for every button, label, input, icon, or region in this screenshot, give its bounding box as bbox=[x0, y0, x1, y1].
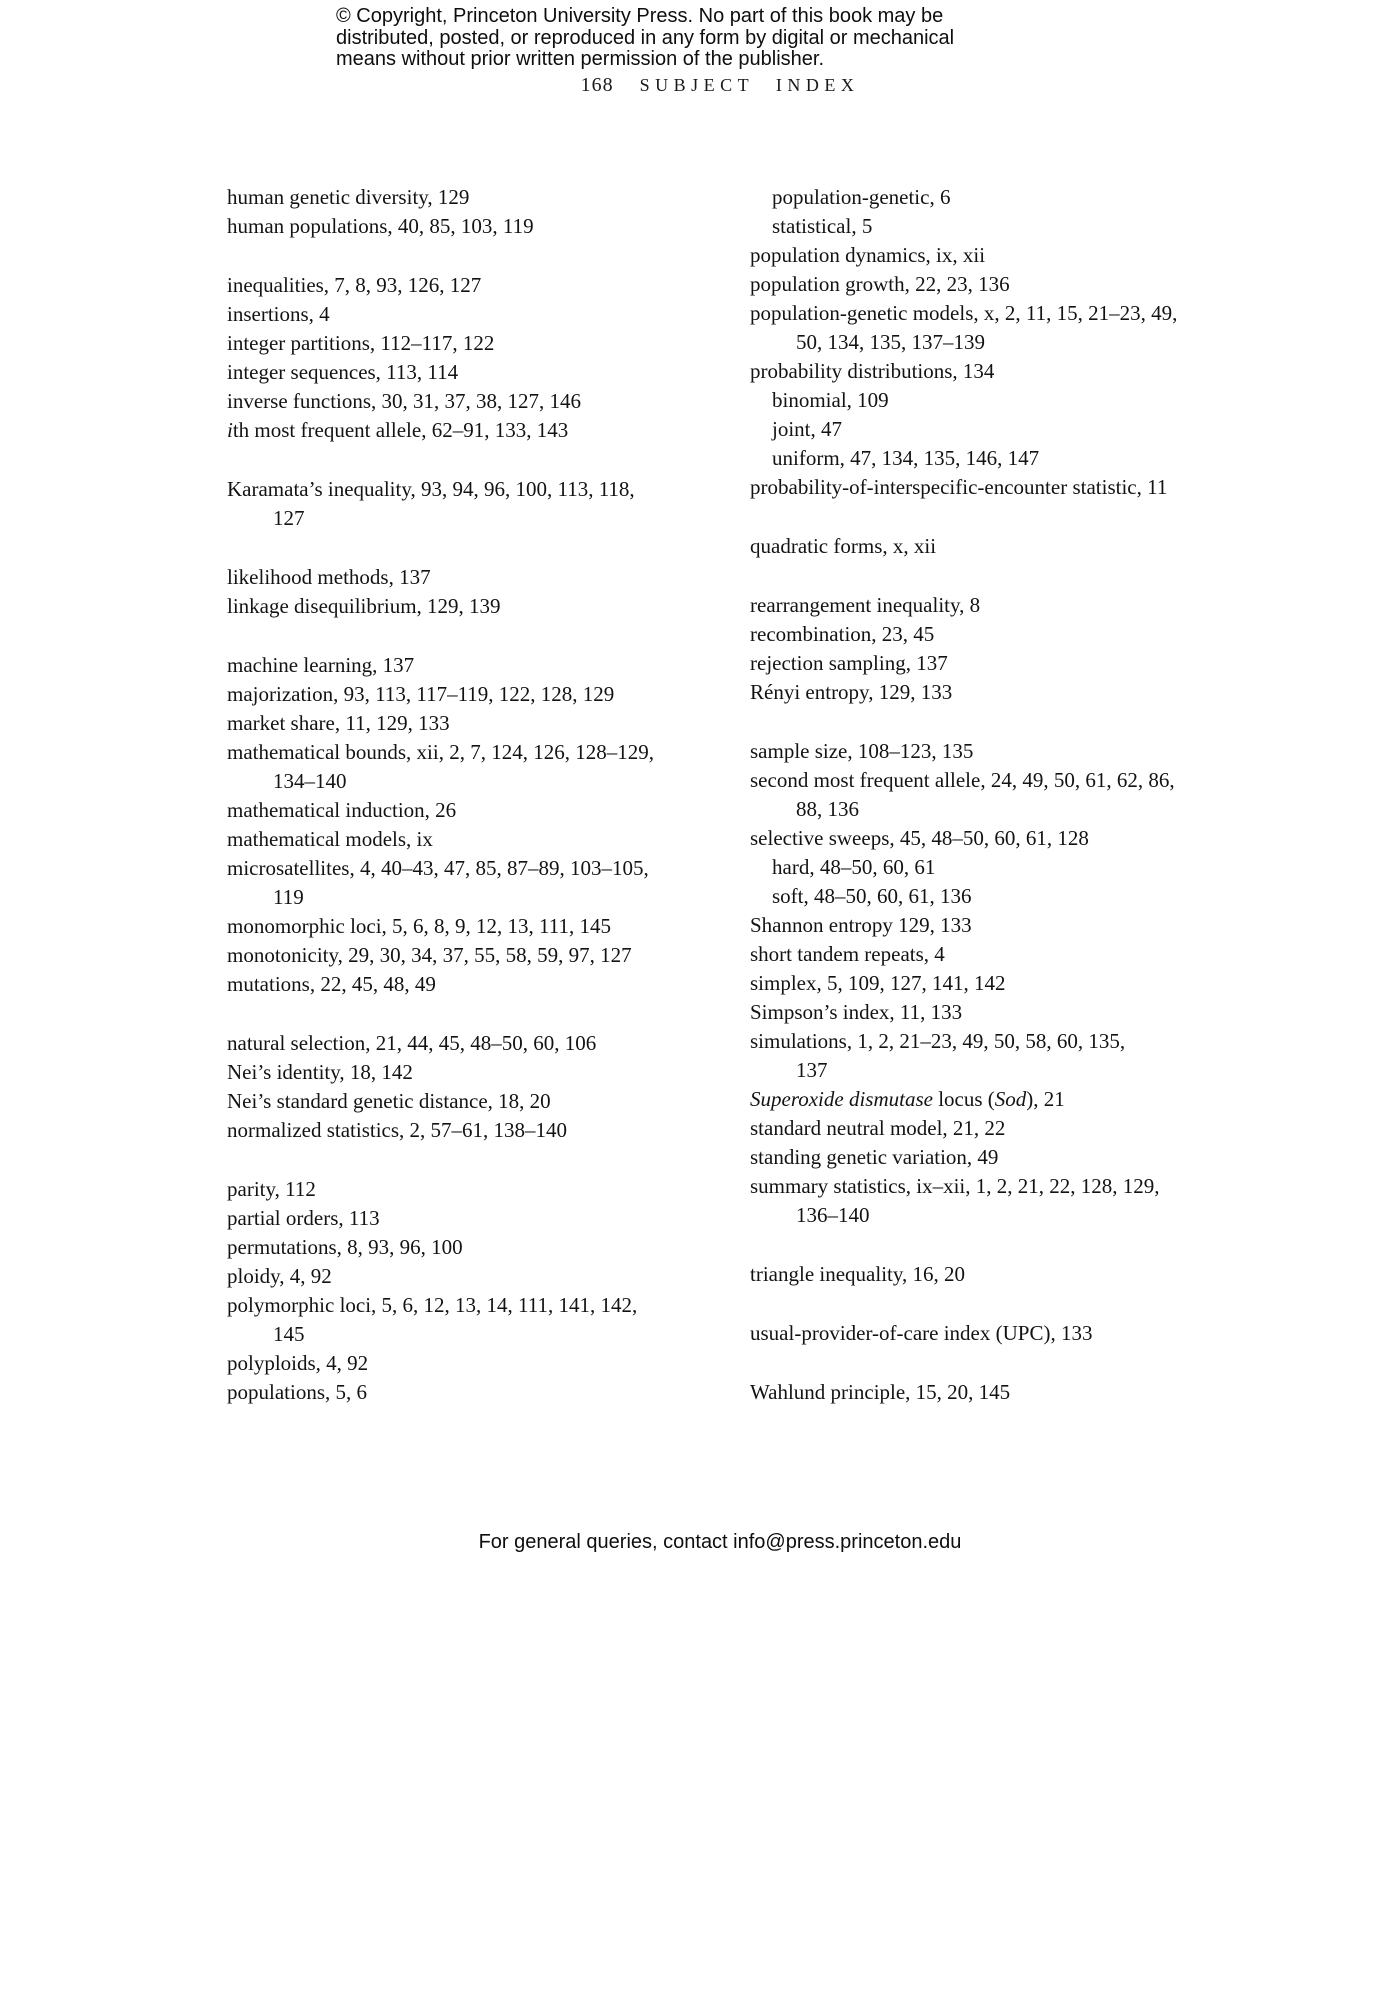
index-entry-line bbox=[750, 969, 1255, 998]
index-entry bbox=[227, 475, 732, 533]
entry-text: linkage disequilibrium, 129, 139 bbox=[227, 594, 501, 618]
index-entry-line bbox=[750, 473, 1255, 502]
index-column-left bbox=[227, 183, 732, 1407]
index-entry bbox=[227, 271, 732, 300]
index-entry bbox=[750, 270, 1255, 299]
entry-text: Nei’s identity, 18, 142 bbox=[227, 1060, 413, 1084]
index-entry-line bbox=[750, 270, 1255, 299]
index-entry-line bbox=[227, 651, 732, 680]
group-gap bbox=[227, 241, 732, 271]
index-entry-line bbox=[227, 300, 732, 329]
index-entry bbox=[227, 709, 732, 738]
entry-text: mutations, 22, 45, 48, 49 bbox=[227, 972, 436, 996]
index-entry-line bbox=[227, 1233, 732, 1262]
index-entry bbox=[227, 1029, 732, 1058]
index-entry-line bbox=[750, 1319, 1255, 1348]
index-entry bbox=[227, 212, 732, 241]
index-entry-line bbox=[750, 766, 1255, 795]
index-entry bbox=[227, 1175, 732, 1204]
index-entry-line bbox=[750, 620, 1255, 649]
index-entry bbox=[227, 912, 732, 941]
entry-text: inequalities, 7, 8, 93, 126, 127 bbox=[227, 273, 482, 297]
entry-text: partial orders, 113 bbox=[227, 1206, 380, 1230]
entry-text: mathematical bounds, xii, 2, 7, 124, 126, 128–129, bbox=[227, 740, 654, 764]
index-entry bbox=[750, 1143, 1255, 1172]
index-entry-line bbox=[750, 1027, 1255, 1056]
entry-text: hard, 48–50, 60, 61 bbox=[772, 855, 936, 879]
group-gap bbox=[750, 1289, 1255, 1319]
entry-text: standard neutral model, 21, 22 bbox=[750, 1116, 1006, 1140]
index-entry bbox=[227, 1291, 732, 1349]
entry-text: population dynamics, ix, xii bbox=[750, 243, 986, 267]
entry-text: mathematical induction, 26 bbox=[227, 798, 457, 822]
index-entry-continuation-line bbox=[227, 504, 732, 533]
index-entry bbox=[227, 1087, 732, 1116]
index-subentry bbox=[750, 212, 1255, 241]
index-entry-line bbox=[227, 183, 732, 212]
index-entry-line bbox=[227, 1204, 732, 1233]
index-entry bbox=[750, 766, 1255, 824]
entry-text: summary statistics, ix–xii, 1, 2, 21, 22, 128, 129, bbox=[750, 1174, 1160, 1198]
entry-text: triangle inequality, 16, 20 bbox=[750, 1262, 966, 1286]
entry-text: 50, 134, 135, 137–139 bbox=[796, 330, 985, 354]
index-entry-line bbox=[750, 1260, 1255, 1289]
index-entry-line bbox=[750, 1143, 1255, 1172]
index-entry-line bbox=[750, 183, 1255, 212]
entry-text: 137 bbox=[796, 1058, 828, 1082]
index-entry-line bbox=[750, 386, 1255, 415]
entry-text: recombination, 23, 45 bbox=[750, 622, 935, 646]
index-entry-continuation-line bbox=[227, 883, 732, 912]
entry-text: insertions, 4 bbox=[227, 302, 330, 326]
entry-text: Shannon entropy 129, 133 bbox=[750, 913, 972, 937]
index-entry-line bbox=[227, 854, 732, 883]
group-gap bbox=[227, 445, 732, 475]
index-entry-line bbox=[750, 824, 1255, 853]
index-entry-line bbox=[750, 737, 1255, 766]
index-entry-line bbox=[227, 680, 732, 709]
entry-text: locus ( bbox=[932, 1087, 995, 1111]
section-title: SUBJECT INDEX bbox=[639, 75, 860, 95]
entry-text: binomial, 109 bbox=[772, 388, 889, 412]
index-entry bbox=[750, 649, 1255, 678]
index-entry bbox=[750, 532, 1255, 561]
index-entry-line bbox=[750, 532, 1255, 561]
index-subentry bbox=[750, 853, 1255, 882]
index-entry-line bbox=[227, 1087, 732, 1116]
index-entry bbox=[227, 1233, 732, 1262]
index-entry bbox=[750, 998, 1255, 1027]
index-entry bbox=[750, 1114, 1255, 1143]
entry-text: microsatellites, 4, 40–43, 47, 85, 87–89, 103–105, bbox=[227, 856, 649, 880]
group-gap bbox=[750, 707, 1255, 737]
index-entry-line bbox=[750, 911, 1255, 940]
entry-text: polymorphic loci, 5, 6, 12, 13, 14, 111, 141, 142, bbox=[227, 1293, 638, 1317]
entry-text: joint, 47 bbox=[772, 417, 843, 441]
index-entry-line bbox=[227, 1058, 732, 1087]
index-subentry bbox=[750, 415, 1255, 444]
copyright-notice bbox=[336, 6, 954, 71]
entry-text: selective sweeps, 45, 48–50, 60, 61, 128 bbox=[750, 826, 1089, 850]
index-entry bbox=[227, 738, 732, 796]
entry-text: human populations, 40, 85, 103, 119 bbox=[227, 214, 534, 238]
index-entry bbox=[227, 300, 732, 329]
index-entry-line bbox=[750, 1172, 1255, 1201]
entry-text: populations, 5, 6 bbox=[227, 1380, 367, 1404]
index-entry bbox=[750, 620, 1255, 649]
index-entry-line bbox=[227, 1262, 732, 1291]
entry-text: integer sequences, 113, 114 bbox=[227, 360, 459, 384]
index-subentry bbox=[750, 183, 1255, 212]
index-entry bbox=[227, 1204, 732, 1233]
index-entry-continuation-line bbox=[750, 1201, 1255, 1230]
entry-text: machine learning, 137 bbox=[227, 653, 415, 677]
entry-text: quadratic forms, x, xii bbox=[750, 534, 937, 558]
index-entry-line bbox=[227, 1116, 732, 1145]
index-entry bbox=[227, 416, 732, 445]
index-entry-line bbox=[227, 1349, 732, 1378]
index-entry-line bbox=[750, 998, 1255, 1027]
entry-text: monomorphic loci, 5, 6, 8, 9, 12, 13, 111, 145 bbox=[227, 914, 611, 938]
index-entry bbox=[227, 651, 732, 680]
entry-text: normalized statistics, 2, 57–61, 138–140 bbox=[227, 1118, 568, 1142]
index-entry-line bbox=[227, 738, 732, 767]
index-entry bbox=[227, 358, 732, 387]
entry-text: Wahlund principle, 15, 20, 145 bbox=[750, 1380, 1011, 1404]
index-entry-line bbox=[750, 882, 1255, 911]
footer-contact: For general queries, contact info@press.princeton.edu bbox=[478, 1531, 962, 1553]
entry-text: 134–140 bbox=[273, 769, 347, 793]
group-gap bbox=[227, 999, 732, 1029]
entry-text: soft, 48–50, 60, 61, 136 bbox=[772, 884, 972, 908]
entry-text: usual-provider-of-care index (UPC), 133 bbox=[750, 1321, 1093, 1345]
index-entry bbox=[750, 241, 1255, 270]
index-entry bbox=[227, 387, 732, 416]
index-entry bbox=[227, 796, 732, 825]
entry-text-italic: i bbox=[227, 418, 233, 442]
index-entry bbox=[750, 824, 1255, 853]
index-entry bbox=[227, 563, 732, 592]
entry-text: permutations, 8, 93, 96, 100 bbox=[227, 1235, 463, 1259]
group-gap bbox=[227, 1145, 732, 1175]
entry-text: inverse functions, 30, 31, 37, 38, 127, 146 bbox=[227, 389, 582, 413]
entry-text: probability distributions, 134 bbox=[750, 359, 995, 383]
index-entry bbox=[227, 854, 732, 912]
index-entry bbox=[750, 911, 1255, 940]
entry-text: rejection sampling, 137 bbox=[750, 651, 948, 675]
group-gap bbox=[750, 561, 1255, 591]
index-entry bbox=[750, 1027, 1255, 1085]
index-entry bbox=[750, 1319, 1255, 1348]
index-entry bbox=[227, 1058, 732, 1087]
entry-text: human genetic diversity, 129 bbox=[227, 185, 470, 209]
entry-text: mathematical models, ix bbox=[227, 827, 433, 851]
entry-text: integer partitions, 112–117, 122 bbox=[227, 331, 495, 355]
index-entry bbox=[750, 969, 1255, 998]
index-entry bbox=[227, 941, 732, 970]
index-entry-line bbox=[750, 591, 1255, 620]
entry-text: population-genetic, 6 bbox=[772, 185, 951, 209]
index-entry bbox=[227, 825, 732, 854]
index-entry-line bbox=[750, 1114, 1255, 1143]
index-column-right bbox=[750, 183, 1255, 1407]
entry-text: monotonicity, 29, 30, 34, 37, 55, 58, 59, 97, 127 bbox=[227, 943, 632, 967]
entry-text: population growth, 22, 23, 136 bbox=[750, 272, 1010, 296]
index-entry bbox=[750, 1172, 1255, 1230]
index-entry-continuation-line bbox=[750, 795, 1255, 824]
entry-text-italic: Superoxide dismutase bbox=[750, 1087, 933, 1111]
entry-text: th most frequent allele, 62–91, 133, 143 bbox=[232, 418, 569, 442]
index-entry-line bbox=[750, 415, 1255, 444]
index-entry-line bbox=[227, 212, 732, 241]
group-gap bbox=[750, 502, 1255, 532]
entry-text: probability-of-interspecific-encounter statistic, 11 bbox=[750, 475, 1168, 499]
entry-text: Simpson’s index, 11, 133 bbox=[750, 1000, 963, 1024]
index-entry bbox=[750, 299, 1255, 357]
entry-text: Karamata’s inequality, 93, 94, 96, 100, 113, 118, bbox=[227, 477, 635, 501]
index-entry-line bbox=[750, 299, 1255, 328]
index-entry-line bbox=[227, 970, 732, 999]
entry-text: likelihood methods, 137 bbox=[227, 565, 431, 589]
index-entry-line bbox=[750, 1085, 1255, 1114]
entry-text: natural selection, 21, 44, 45, 48–50, 60, 106 bbox=[227, 1031, 597, 1055]
entry-text: sample size, 108–123, 135 bbox=[750, 739, 974, 763]
index-entry bbox=[227, 680, 732, 709]
index-entry-line bbox=[227, 912, 732, 941]
index-subentry bbox=[750, 444, 1255, 473]
index-entry bbox=[750, 678, 1255, 707]
index-entry-line bbox=[750, 212, 1255, 241]
entry-text: population-genetic models, x, 2, 11, 15, 21–23, 49, bbox=[750, 301, 1178, 325]
index-entry-line bbox=[227, 592, 732, 621]
entry-text: statistical, 5 bbox=[772, 214, 873, 238]
group-gap bbox=[750, 1348, 1255, 1378]
entry-text: second most frequent allele, 24, 49, 50, 61, 62, 86, bbox=[750, 768, 1175, 792]
index-entry bbox=[227, 970, 732, 999]
index-entry-line bbox=[227, 1029, 732, 1058]
entry-text: short tandem repeats, 4 bbox=[750, 942, 945, 966]
index-entry-line bbox=[227, 329, 732, 358]
index-entry-line bbox=[227, 387, 732, 416]
copyright-line: © Copyright, Princeton University Press. No part of this book may be bbox=[336, 5, 944, 27]
entry-text: 119 bbox=[273, 885, 304, 909]
page-number: 168 bbox=[580, 74, 614, 96]
index-entry-continuation-line bbox=[227, 1320, 732, 1349]
index-entry bbox=[750, 1085, 1255, 1114]
entry-text: parity, 112 bbox=[227, 1177, 316, 1201]
index-entry bbox=[750, 591, 1255, 620]
entry-text: 145 bbox=[273, 1322, 305, 1346]
entry-text: market share, 11, 129, 133 bbox=[227, 711, 450, 735]
entry-text: simulations, 1, 2, 21–23, 49, 50, 58, 60, 135, bbox=[750, 1029, 1126, 1053]
index-entry bbox=[227, 1262, 732, 1291]
index-entry-line bbox=[750, 940, 1255, 969]
group-gap bbox=[750, 1230, 1255, 1260]
copyright-line: distributed, posted, or reproduced in any form by digital or mechanical bbox=[336, 26, 955, 49]
entry-text: polyploids, 4, 92 bbox=[227, 1351, 369, 1375]
entry-text: Rényi entropy, 129, 133 bbox=[750, 680, 953, 704]
index-entry-line bbox=[750, 678, 1255, 707]
index-entry-line bbox=[750, 357, 1255, 386]
index-entry-continuation-line bbox=[750, 1056, 1255, 1085]
index-entry-line bbox=[227, 358, 732, 387]
index-entry-line bbox=[227, 563, 732, 592]
index-entry-line bbox=[227, 1175, 732, 1204]
index-entry bbox=[227, 1349, 732, 1378]
index-entry bbox=[750, 737, 1255, 766]
index-entry bbox=[227, 1378, 732, 1407]
index-subentry bbox=[750, 882, 1255, 911]
index-entry-line bbox=[227, 709, 732, 738]
index-entry-line bbox=[227, 416, 732, 445]
entry-text: standing genetic variation, 49 bbox=[750, 1145, 999, 1169]
copyright-line: means without prior written permission of the publisher. bbox=[336, 48, 825, 70]
index-entry-line bbox=[227, 475, 732, 504]
index-entry bbox=[227, 329, 732, 358]
index-entry bbox=[750, 1378, 1255, 1407]
entry-text: ), 21 bbox=[1026, 1087, 1065, 1111]
index-entry-line bbox=[227, 825, 732, 854]
index-entry-line bbox=[750, 241, 1255, 270]
index-subentry bbox=[750, 386, 1255, 415]
index-entry bbox=[227, 183, 732, 212]
index-entry-line bbox=[750, 1378, 1255, 1407]
entry-text: ploidy, 4, 92 bbox=[227, 1264, 332, 1288]
group-gap bbox=[227, 621, 732, 651]
index-entry-line bbox=[227, 941, 732, 970]
index-entry-line bbox=[227, 271, 732, 300]
entry-text: 127 bbox=[273, 506, 305, 530]
entry-text: 88, 136 bbox=[796, 797, 859, 821]
index-entry bbox=[227, 592, 732, 621]
index-entry bbox=[750, 357, 1255, 386]
index-entry bbox=[227, 1116, 732, 1145]
group-gap bbox=[227, 533, 732, 563]
index-entry-continuation-line bbox=[227, 767, 732, 796]
entry-text: rearrangement inequality, 8 bbox=[750, 593, 981, 617]
entry-text: 136–140 bbox=[796, 1203, 870, 1227]
entry-text: majorization, 93, 113, 117–119, 122, 128, 129 bbox=[227, 682, 615, 706]
entry-text-italic: Sod bbox=[994, 1087, 1027, 1111]
index-entry-line bbox=[750, 444, 1255, 473]
index-entry-line bbox=[227, 796, 732, 825]
index-entry bbox=[750, 1260, 1255, 1289]
index-entry bbox=[750, 473, 1255, 502]
entry-text: simplex, 5, 109, 127, 141, 142 bbox=[750, 971, 1006, 995]
index-entry-line bbox=[750, 649, 1255, 678]
index-entry-line bbox=[227, 1378, 732, 1407]
index-entry-line bbox=[750, 853, 1255, 882]
entry-text: uniform, 47, 134, 135, 146, 147 bbox=[772, 446, 1040, 470]
index-entry-line bbox=[227, 1291, 732, 1320]
index-entry-continuation-line bbox=[750, 328, 1255, 357]
index-entry bbox=[750, 940, 1255, 969]
running-header bbox=[420, 74, 1020, 97]
entry-text: Nei’s standard genetic distance, 18, 20 bbox=[227, 1089, 551, 1113]
